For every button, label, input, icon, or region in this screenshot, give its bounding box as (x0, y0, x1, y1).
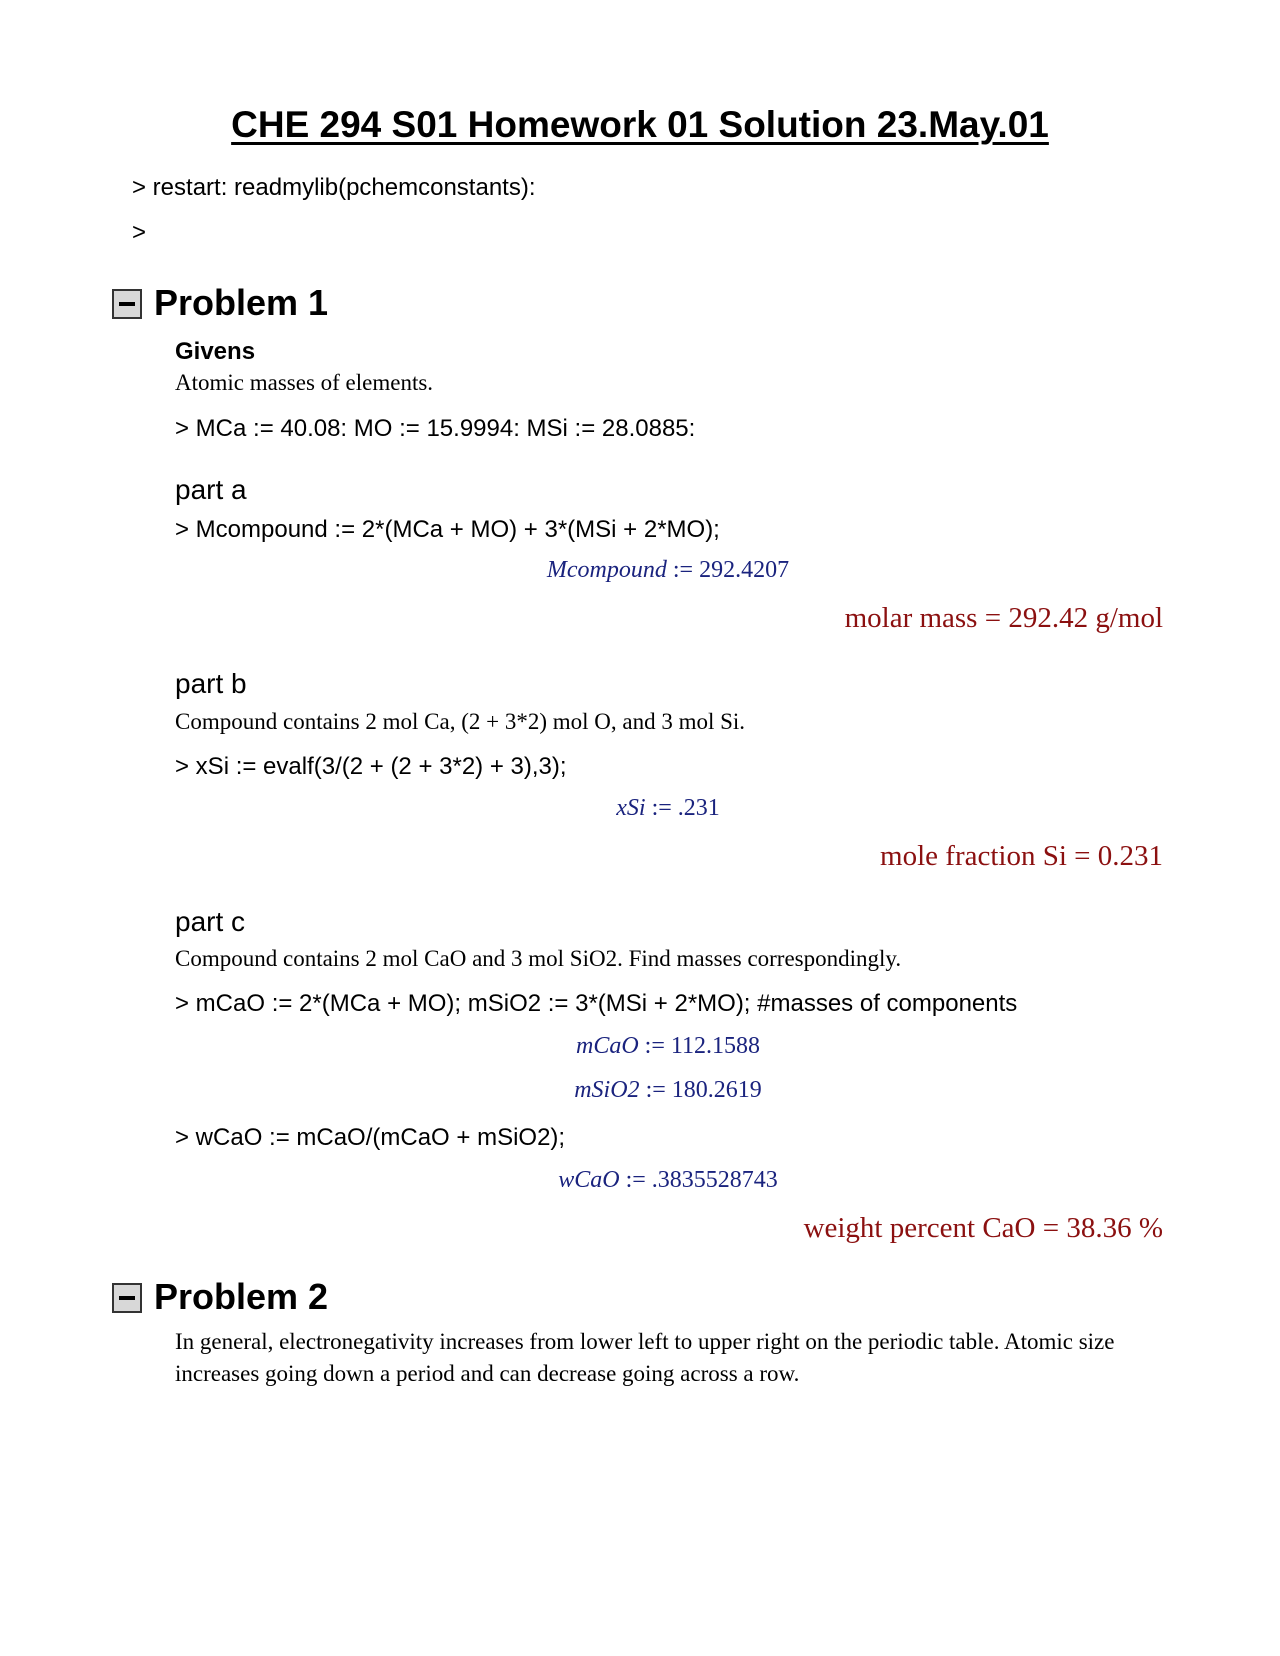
problem1-heading: Problem 1 (154, 282, 329, 323)
output-variable: Mcompound (546, 557, 667, 583)
output-value: := .231 (645, 795, 720, 821)
output-variable: xSi (616, 795, 646, 821)
output-value: := 180.2619 (639, 1077, 762, 1103)
part-c-command-2[interactable]: > wCaO := mCaO/(mCaO + mSiO2); (175, 1124, 566, 1151)
problem2-heading: Problem 2 (154, 1276, 329, 1317)
output-value: := 112.1588 (638, 1033, 760, 1059)
part-c-output-2 (0, 1077, 1280, 1104)
givens-heading: Givens (175, 338, 256, 365)
part-a-output (0, 557, 1280, 584)
givens-text: Atomic masses of elements. (175, 370, 434, 395)
part-c-heading: part c (175, 906, 246, 937)
problem2-text: In general, electronegativity increases from lower left to upper right on the periodic table. Atomic size increases going down a period and can decrease going across a row. (175, 1329, 1115, 1386)
part-a-heading: part a (175, 474, 247, 505)
part-b-command[interactable]: > xSi := evalf(3/(2 + (2 + 3*2) + 3),3); (175, 753, 567, 780)
part-a-answer: molar mass = 292.42 g/mol (844, 602, 1163, 634)
output-variable: wCaO (558, 1167, 620, 1193)
page-title: CHE 294 S01 Homework 01 Solution 23.May.01 (231, 104, 1049, 145)
output-variable: mSiO2 (574, 1077, 640, 1103)
output-value: := 292.4207 (666, 557, 790, 583)
empty-prompt[interactable]: > (132, 219, 147, 246)
part-b-text: Compound contains 2 mol Ca, (2 + 3*2) mol O, and 3 mol Si. (175, 709, 746, 734)
collapse-icon[interactable] (112, 1283, 142, 1313)
part-c-text: Compound contains 2 mol CaO and 3 mol SiO2. Find masses correspondingly. (175, 946, 902, 971)
collapse-icon[interactable] (112, 289, 142, 319)
part-b-heading: part b (175, 668, 247, 699)
output-variable: mCaO (576, 1033, 639, 1059)
part-b-answer: mole fraction Si = 0.231 (880, 840, 1163, 872)
givens-command[interactable]: > MCa := 40.08: MO := 15.9994: MSi := 28.0885: (175, 415, 696, 442)
part-c-command-1[interactable]: > mCaO := 2*(MCa + MO); mSiO2 := 3*(MSi + 2*MO); #masses of components (175, 990, 1018, 1017)
part-c-output-3 (0, 1167, 1280, 1194)
part-c-output-1 (0, 1033, 1280, 1060)
restart-command[interactable]: > restart: readmylib(pchemconstants): (132, 174, 536, 201)
part-a-command[interactable]: > Mcompound := 2*(MCa + MO) + 3*(MSi + 2*MO); (175, 516, 720, 543)
output-value: := .3835528743 (619, 1167, 778, 1193)
part-c-answer: weight percent CaO = 38.36 % (803, 1212, 1163, 1244)
part-b-output (0, 795, 1280, 822)
